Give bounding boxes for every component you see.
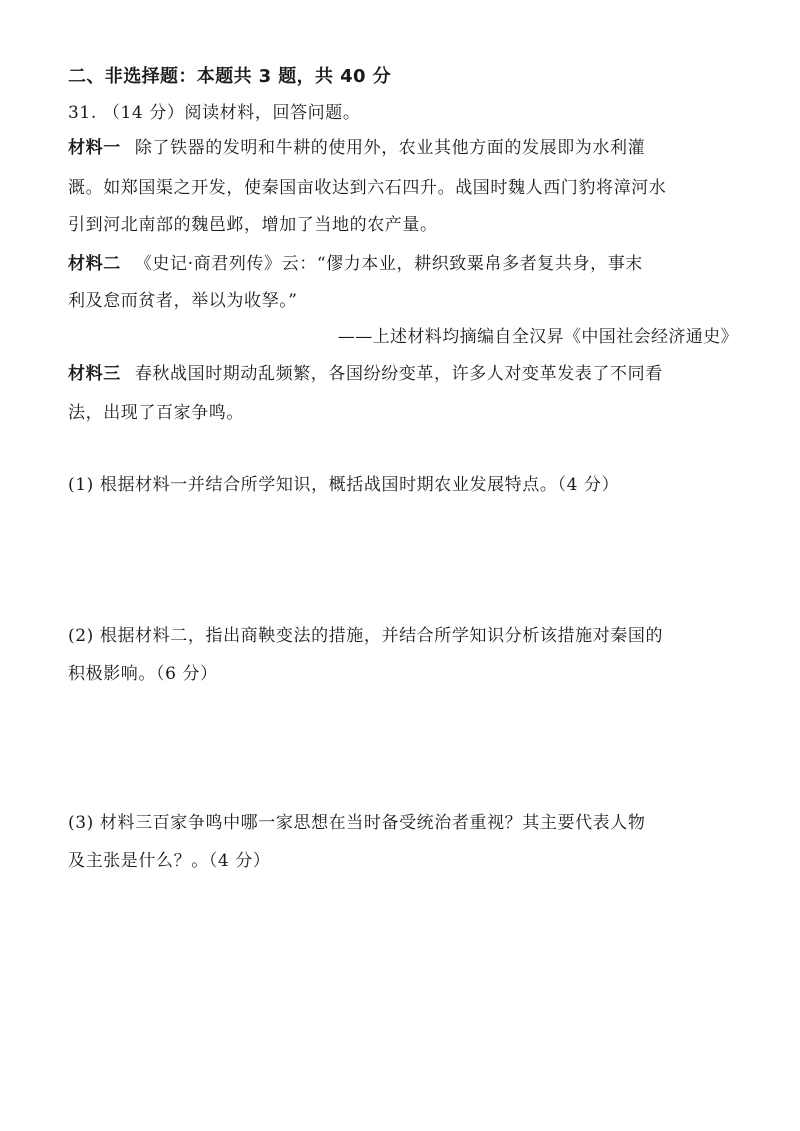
material-1-line-3: 引到河北南部的魏邑邺，增加了当地的农产量。 (68, 215, 438, 235)
material-2-line-2: 利及怠而贫者，举以为收孥。” (68, 291, 298, 311)
material-3-line-2: 法，出现了百家争鸣。 (68, 403, 244, 423)
material-1-label: 材料一 (68, 138, 121, 158)
material-3-label: 材料三 (68, 364, 121, 384)
question-2-line-1: (2) 根据材料二，指出商鞅变法的措施，并结合所学知识分析该措施对秦国的 (68, 626, 664, 646)
material-2-label: 材料二 (68, 254, 121, 274)
material-3-text-1: 春秋战国时期动乱频繁，各国纷纷变革，许多人对变革发表了不同看 (134, 364, 663, 384)
material-source: ——上述材料均摘编自全汉昇《中国社会经济通史》 (337, 327, 738, 347)
material-1-line-1 (68, 131, 742, 165)
question-2-line-2: 积极影响。（6 分） (68, 664, 218, 684)
material-1-line-2: 溉。如郑国渠之开发，使秦国亩收达到六石四升。战国时魏人西门豹将漳河水 (68, 178, 667, 198)
question-1: (1) 根据材料一并结合所学知识，概括战国时期农业发展特点。（4 分） (68, 475, 620, 495)
material-2-text-1: 《史记·商君列传》云：“僇力本业，耕织致粟帛多者复共身，事末 (134, 254, 643, 274)
question-31-header: 31. （14 分）阅读材料，回答问题。 (68, 103, 361, 123)
material-1-text-1: 除了铁器的发明和牛耕的使用外，农业其他方面的发展即为水利灌 (134, 138, 646, 158)
section-title: 二、非选择题：本题共 3 题，共 40 分 (68, 66, 392, 87)
material-3-line-1 (68, 357, 742, 391)
material-2-line-1 (68, 247, 742, 281)
question-3-line-2: 及主张是什么？。（4 分） (68, 851, 271, 871)
question-3-line-1: (3) 材料三百家争鸣中哪一家思想在当时备受统治者重视？其主要代表人物 (68, 813, 646, 833)
